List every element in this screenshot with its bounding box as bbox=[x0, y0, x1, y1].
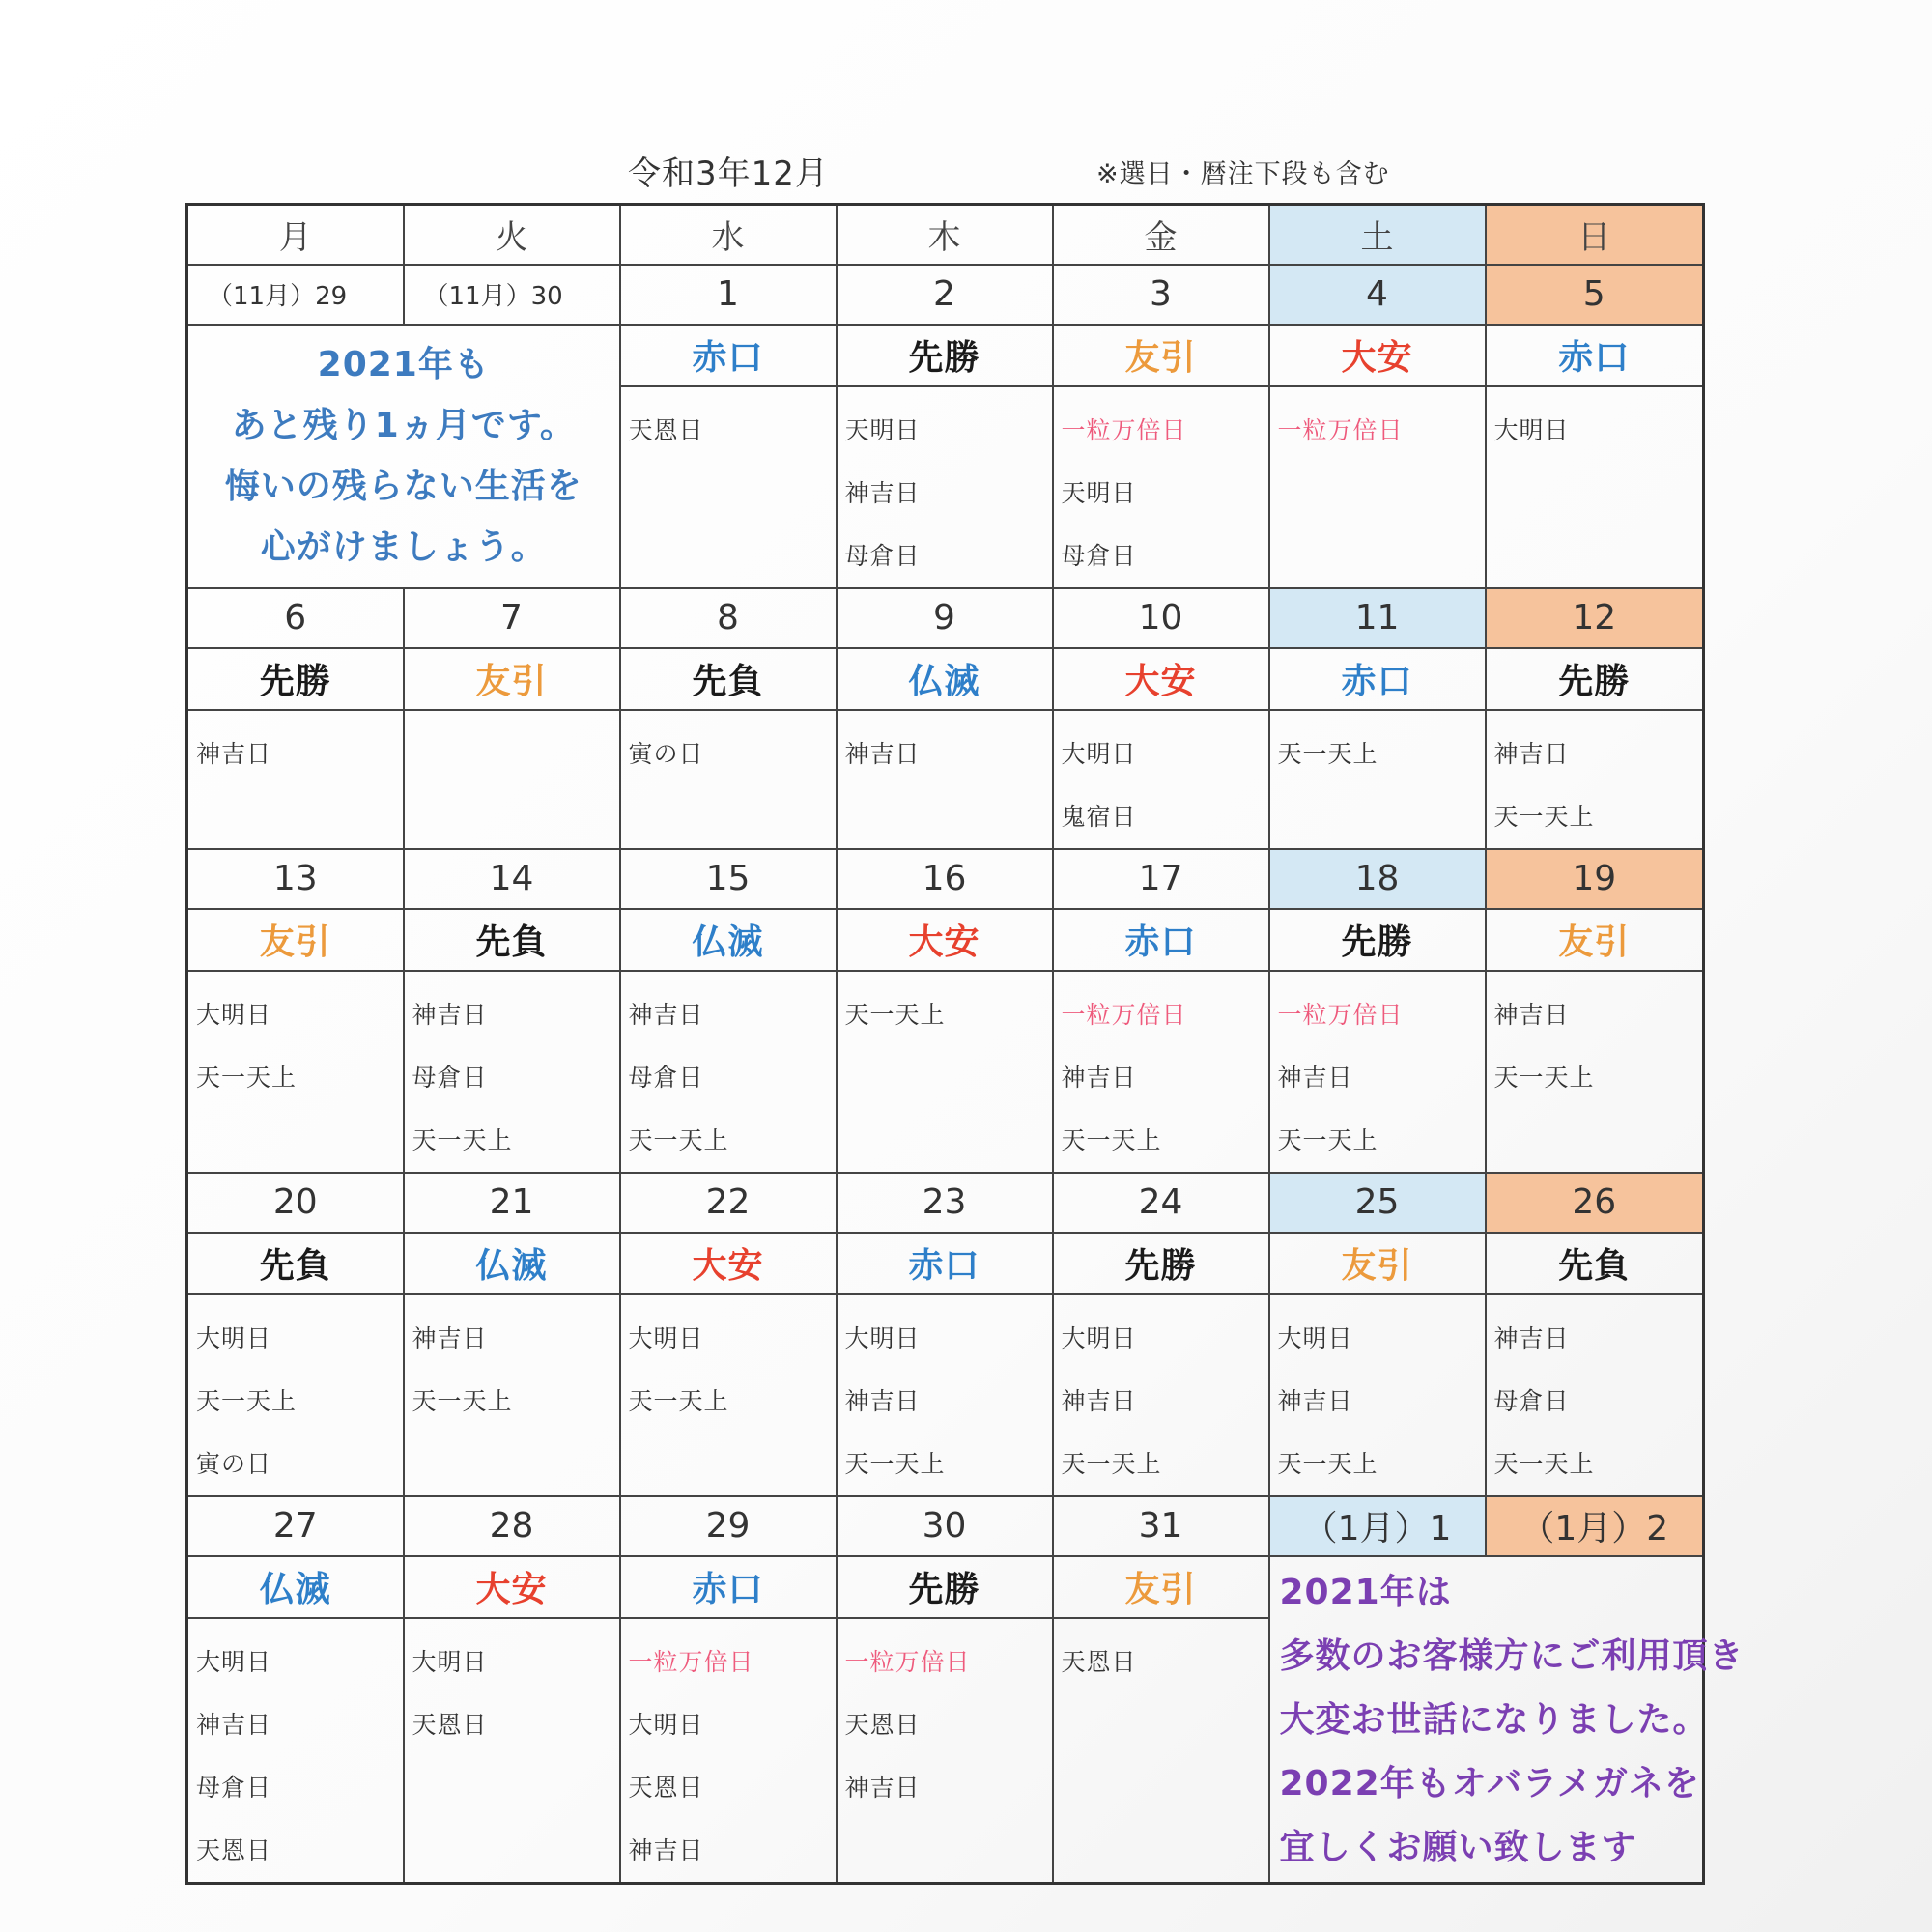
notes-cell bbox=[837, 1294, 1053, 1496]
note-line: 神吉日 bbox=[1277, 1063, 1353, 1092]
note-line: 神吉日 bbox=[844, 478, 921, 507]
rokuyo-label: 赤口 bbox=[620, 1556, 837, 1618]
calendar-note: ※選日・暦注下段も含む bbox=[1096, 159, 1390, 189]
rokuyo-label: 先勝 bbox=[1269, 909, 1486, 971]
calendar-title: 令和3年12月 bbox=[628, 155, 829, 193]
rokuyo-label: 赤口 bbox=[1486, 325, 1704, 386]
rokuyo-label: 仏滅 bbox=[620, 909, 837, 971]
week-2-notes bbox=[187, 710, 1704, 849]
date-cell: 21 bbox=[404, 1173, 620, 1233]
note-line: 天一天上 bbox=[412, 1386, 513, 1415]
rokuyo-label: 先勝 bbox=[187, 648, 404, 710]
note-line: 一粒万倍日 bbox=[628, 1647, 754, 1676]
note-line: 天恩日 bbox=[412, 1710, 488, 1739]
note-line: 大明日 bbox=[1277, 1323, 1353, 1352]
rokuyo-label: 先勝 bbox=[1486, 648, 1704, 710]
week-5-dates bbox=[187, 1496, 1704, 1556]
date-cell: 14 bbox=[404, 849, 620, 909]
date-cell: 16 bbox=[837, 849, 1053, 909]
rokuyo-label: 赤口 bbox=[1053, 909, 1269, 971]
notes-cell bbox=[837, 710, 1053, 849]
date-cell: （1月）1 bbox=[1269, 1496, 1486, 1556]
note-line: 天一天上 bbox=[1493, 1063, 1595, 1092]
message-bottom-line: 多数のお客様方にご利用頂き bbox=[1279, 1635, 1745, 1676]
weekday-header-row bbox=[187, 205, 1704, 265]
note-line: 大明日 bbox=[1061, 1323, 1137, 1352]
week-5-rokuyo bbox=[187, 1556, 1704, 1618]
note-line: 一粒万倍日 bbox=[1061, 415, 1187, 444]
note-line: 母倉日 bbox=[844, 541, 921, 570]
note-line: 大明日 bbox=[1493, 415, 1570, 444]
notes-cell bbox=[1486, 1294, 1704, 1496]
note-line: 一粒万倍日 bbox=[1061, 1000, 1187, 1029]
rokuyo-label: 先負 bbox=[620, 648, 837, 710]
notes-cell bbox=[1269, 1294, 1486, 1496]
note-line: 大明日 bbox=[1061, 739, 1137, 768]
weekday-sun: 日 bbox=[1486, 205, 1704, 265]
rokuyo-label: 赤口 bbox=[837, 1233, 1053, 1294]
date-cell: （11月）29 bbox=[187, 265, 404, 325]
week-2-dates bbox=[187, 588, 1704, 648]
note-line: 天一天上 bbox=[1493, 802, 1595, 831]
rokuyo-label: 大安 bbox=[404, 1556, 620, 1618]
note-line: 天一天上 bbox=[196, 1386, 298, 1415]
message-bottom bbox=[1269, 1556, 1745, 1884]
message-bottom-line: 宜しくお願い致します bbox=[1279, 1827, 1637, 1867]
note-line: 神吉日 bbox=[844, 1386, 921, 1415]
note-line: 神吉日 bbox=[1493, 739, 1570, 768]
note-line: 天恩日 bbox=[1061, 1647, 1137, 1676]
rokuyo-label: 大安 bbox=[620, 1233, 837, 1294]
note-line: 大明日 bbox=[628, 1323, 704, 1352]
notes-cell bbox=[1269, 710, 1486, 849]
note-line: 神吉日 bbox=[196, 739, 272, 768]
date-cell: 1 bbox=[620, 265, 837, 325]
date-cell: 10 bbox=[1053, 588, 1269, 648]
date-cell: 27 bbox=[187, 1496, 404, 1556]
week-3-rokuyo bbox=[187, 909, 1704, 971]
note-line: 天一天上 bbox=[844, 1000, 946, 1029]
note-line: 天恩日 bbox=[844, 1710, 921, 1739]
week-3-dates bbox=[187, 849, 1704, 909]
notes-cell bbox=[187, 1618, 404, 1884]
week-4-notes bbox=[187, 1294, 1704, 1496]
note-line: 神吉日 bbox=[412, 1000, 488, 1029]
calendar-grid bbox=[185, 203, 1745, 1885]
notes-cell bbox=[1486, 971, 1704, 1173]
note-line: 天一天上 bbox=[1061, 1125, 1162, 1154]
date-cell: 12 bbox=[1486, 588, 1704, 648]
date-cell: 7 bbox=[404, 588, 620, 648]
notes-cell bbox=[1053, 386, 1269, 588]
note-line: 母倉日 bbox=[196, 1773, 272, 1802]
note-line: 天一天上 bbox=[1277, 1449, 1378, 1478]
week-4-dates bbox=[187, 1173, 1704, 1233]
note-line: 母倉日 bbox=[412, 1063, 488, 1092]
date-cell: 19 bbox=[1486, 849, 1704, 909]
weekday-fri: 金 bbox=[1053, 205, 1269, 265]
date-cell: 13 bbox=[187, 849, 404, 909]
weekday-mon: 月 bbox=[187, 205, 404, 265]
note-line: 鬼宿日 bbox=[1061, 802, 1137, 831]
date-cell: 5 bbox=[1486, 265, 1704, 325]
rokuyo-label: 友引 bbox=[1269, 1233, 1486, 1294]
notes-cell bbox=[404, 710, 620, 849]
notes-cell bbox=[1269, 386, 1486, 588]
note-line: 神吉日 bbox=[412, 1323, 488, 1352]
note-line: 一粒万倍日 bbox=[1277, 415, 1404, 444]
note-line: 神吉日 bbox=[1277, 1386, 1353, 1415]
note-line: 寅の日 bbox=[196, 1449, 272, 1478]
note-line: 天一天上 bbox=[1493, 1449, 1595, 1478]
rokuyo-label: 大安 bbox=[1053, 648, 1269, 710]
note-line: 一粒万倍日 bbox=[1277, 1000, 1404, 1029]
week-2-rokuyo bbox=[187, 648, 1704, 710]
date-cell: 9 bbox=[837, 588, 1053, 648]
rokuyo-label: 赤口 bbox=[620, 325, 837, 386]
date-cell: 20 bbox=[187, 1173, 404, 1233]
notes-cell bbox=[620, 971, 837, 1173]
date-cell: （1月）2 bbox=[1486, 1496, 1704, 1556]
notes-cell bbox=[837, 971, 1053, 1173]
date-cell: 25 bbox=[1269, 1173, 1486, 1233]
week-4-rokuyo bbox=[187, 1233, 1704, 1294]
date-cell: 11 bbox=[1269, 588, 1486, 648]
date-cell: 3 bbox=[1053, 265, 1269, 325]
notes-cell bbox=[837, 386, 1053, 588]
note-line: 大明日 bbox=[196, 1647, 272, 1676]
note-line: 天一天上 bbox=[1277, 739, 1378, 768]
rokuyo-label: 友引 bbox=[1053, 1556, 1269, 1618]
notes-cell bbox=[1053, 971, 1269, 1173]
note-line: 神吉日 bbox=[844, 739, 921, 768]
rokuyo-label: 仏滅 bbox=[187, 1556, 404, 1618]
date-cell: 29 bbox=[620, 1496, 837, 1556]
notes-cell bbox=[187, 971, 404, 1173]
note-line: 神吉日 bbox=[1493, 1323, 1570, 1352]
date-cell: 28 bbox=[404, 1496, 620, 1556]
note-line: 大明日 bbox=[412, 1647, 488, 1676]
note-line: 大明日 bbox=[196, 1323, 272, 1352]
date-cell: 15 bbox=[620, 849, 837, 909]
note-line: 天一天上 bbox=[196, 1063, 298, 1092]
rokuyo-label: 先勝 bbox=[837, 1556, 1053, 1618]
week-1-rokuyo bbox=[187, 325, 1704, 386]
date-cell: 22 bbox=[620, 1173, 837, 1233]
notes-cell bbox=[1053, 710, 1269, 849]
note-line: 神吉日 bbox=[844, 1773, 921, 1802]
notes-cell bbox=[837, 1618, 1053, 1884]
notes-cell bbox=[1486, 710, 1704, 849]
note-line: 天明日 bbox=[1061, 478, 1137, 507]
notes-cell bbox=[404, 971, 620, 1173]
date-cell: 30 bbox=[837, 1496, 1053, 1556]
note-line: 神吉日 bbox=[1061, 1386, 1137, 1415]
rokuyo-label: 仏滅 bbox=[837, 648, 1053, 710]
date-cell: 4 bbox=[1269, 265, 1486, 325]
note-line: 神吉日 bbox=[196, 1710, 272, 1739]
rokuyo-label: 先勝 bbox=[1053, 1233, 1269, 1294]
note-line: 天一天上 bbox=[844, 1449, 946, 1478]
notes-cell bbox=[620, 710, 837, 849]
note-line: 母倉日 bbox=[1061, 541, 1137, 570]
rokuyo-label: 先勝 bbox=[837, 325, 1053, 386]
note-line: 神吉日 bbox=[1061, 1063, 1137, 1092]
note-line: 大明日 bbox=[196, 1000, 272, 1029]
rokuyo-label: 大安 bbox=[1269, 325, 1486, 386]
notes-cell bbox=[187, 710, 404, 849]
weekday-wed: 水 bbox=[620, 205, 837, 265]
rokuyo-label: 友引 bbox=[404, 648, 620, 710]
note-line: 天一天上 bbox=[1061, 1449, 1162, 1478]
note-line: 母倉日 bbox=[628, 1063, 704, 1092]
rokuyo-label: 先負 bbox=[187, 1233, 404, 1294]
rokuyo-label: 友引 bbox=[1486, 909, 1704, 971]
notes-cell bbox=[404, 1618, 620, 1884]
weekday-tue: 火 bbox=[404, 205, 620, 265]
date-cell: 8 bbox=[620, 588, 837, 648]
weekday-thu: 木 bbox=[837, 205, 1053, 265]
note-line: 大明日 bbox=[628, 1710, 704, 1739]
note-line: 寅の日 bbox=[628, 739, 704, 768]
note-line: 天一天上 bbox=[628, 1386, 729, 1415]
note-line: 天明日 bbox=[844, 415, 921, 444]
message-top-line: 心がけましょう。 bbox=[260, 527, 547, 567]
notes-cell bbox=[187, 1294, 404, 1496]
note-line: 天一天上 bbox=[412, 1125, 513, 1154]
date-cell: 6 bbox=[187, 588, 404, 648]
note-line: 一粒万倍日 bbox=[844, 1647, 971, 1676]
date-cell: 2 bbox=[837, 265, 1053, 325]
message-top-line: 悔いの残らない生活を bbox=[224, 467, 582, 506]
date-cell: 23 bbox=[837, 1173, 1053, 1233]
date-cell: 24 bbox=[1053, 1173, 1269, 1233]
note-line: 天恩日 bbox=[628, 415, 704, 444]
date-cell: 18 bbox=[1269, 849, 1486, 909]
rokuyo-label: 先負 bbox=[404, 909, 620, 971]
message-bottom-line: 2021年は bbox=[1279, 1572, 1452, 1612]
note-line: 天恩日 bbox=[196, 1835, 272, 1864]
message-top-line: あと残り1ヵ月です。 bbox=[231, 406, 576, 445]
notes-cell bbox=[1053, 1294, 1269, 1496]
date-cell: 26 bbox=[1486, 1173, 1704, 1233]
message-top bbox=[187, 325, 620, 588]
rokuyo-label: 赤口 bbox=[1269, 648, 1486, 710]
week-1-dates bbox=[187, 265, 1704, 325]
rokuyo-label: 大安 bbox=[837, 909, 1053, 971]
weekday-sat: 土 bbox=[1269, 205, 1486, 265]
note-line: 神吉日 bbox=[1493, 1000, 1570, 1029]
note-line: 天一天上 bbox=[1277, 1125, 1378, 1154]
notes-cell bbox=[1486, 386, 1704, 588]
date-cell: 17 bbox=[1053, 849, 1269, 909]
rokuyo-label: 友引 bbox=[187, 909, 404, 971]
rokuyo-label: 仏滅 bbox=[404, 1233, 620, 1294]
message-top-line: 2021年も bbox=[317, 345, 490, 384]
message-bottom-line: 2022年もオバラメガネを bbox=[1279, 1763, 1700, 1804]
message-bottom-line: 大変お世話になりました。 bbox=[1279, 1699, 1709, 1740]
notes-cell bbox=[620, 386, 837, 588]
date-cell: （11月）30 bbox=[404, 265, 620, 325]
note-line: 神吉日 bbox=[628, 1835, 704, 1864]
rokuyo-label: 友引 bbox=[1053, 325, 1269, 386]
rokuyo-label: 先負 bbox=[1486, 1233, 1704, 1294]
notes-cell bbox=[1269, 971, 1486, 1173]
notes-cell bbox=[1053, 1618, 1269, 1884]
note-line: 大明日 bbox=[844, 1323, 921, 1352]
note-line: 天一天上 bbox=[628, 1125, 729, 1154]
note-line: 天恩日 bbox=[628, 1773, 704, 1802]
note-line: 神吉日 bbox=[628, 1000, 704, 1029]
notes-cell bbox=[620, 1618, 837, 1884]
notes-cell bbox=[404, 1294, 620, 1496]
date-cell: 31 bbox=[1053, 1496, 1269, 1556]
note-line: 母倉日 bbox=[1493, 1386, 1570, 1415]
week-3-notes bbox=[187, 971, 1704, 1173]
notes-cell bbox=[620, 1294, 837, 1496]
